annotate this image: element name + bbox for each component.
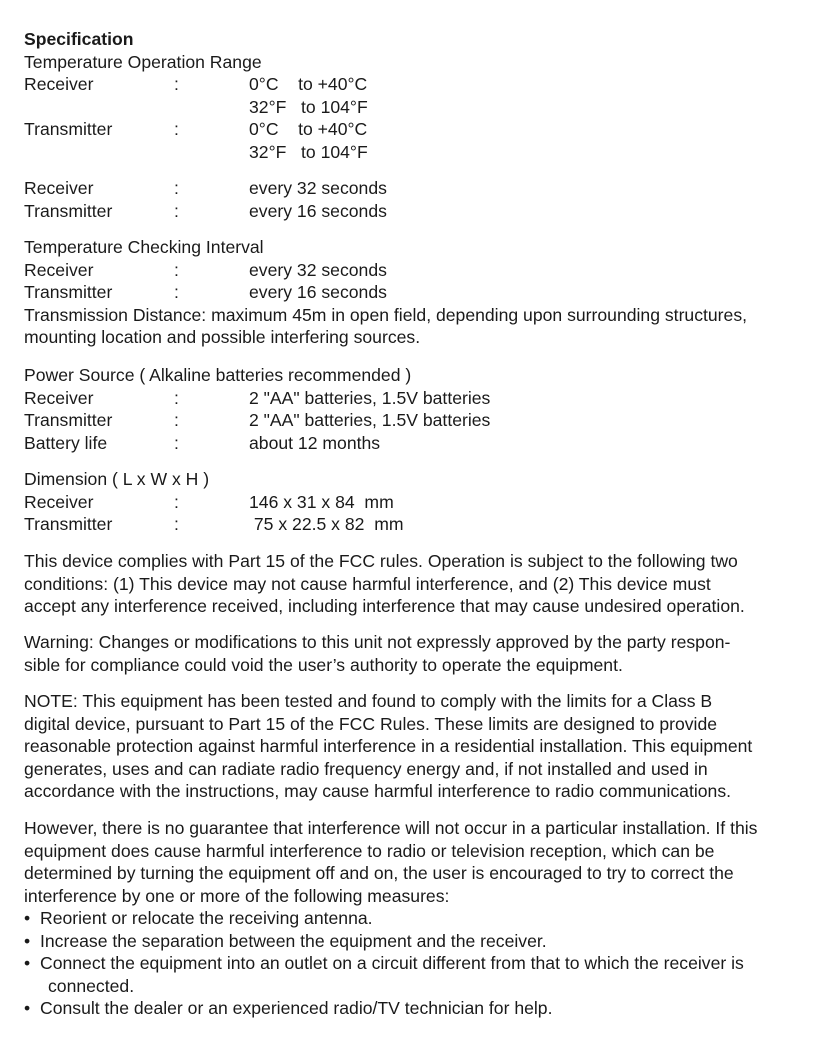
row-colon: :	[174, 410, 179, 430]
row-value: 0°C to +40°C	[249, 119, 368, 139]
spec-row	[24, 259, 747, 282]
power-section	[24, 364, 491, 454]
row-value: 32°F to 104°F	[249, 141, 368, 162]
row-label: Receiver	[24, 259, 94, 280]
row-label: Receiver	[24, 387, 94, 408]
row-label: Receiver	[24, 178, 94, 198]
row-label: Transmitter	[24, 200, 113, 221]
spec-row	[24, 513, 404, 536]
note-paragraph	[24, 690, 814, 803]
bullet-text: Connect the equipment into an outlet on a circuit different from that to which the receiver is	[40, 953, 744, 973]
paragraph-line: However, there is no guarantee that interference will not occur in a particular installation. If this	[24, 818, 758, 838]
row-value: 2 "AA" batteries, 1.5V batteries	[249, 410, 491, 430]
list-item	[24, 952, 814, 997]
spec-row	[24, 409, 491, 432]
row-value: every 32 seconds	[249, 259, 387, 280]
paragraph-line: generates, uses and can radiate radio frequency energy and, if not installed and used in	[24, 758, 708, 779]
row-label: Transmitter	[24, 514, 113, 534]
bullet-mark: •	[24, 908, 31, 928]
row-label: Receiver	[24, 74, 94, 94]
spec-row	[24, 432, 411, 455]
row-value: every 16 seconds	[249, 200, 387, 221]
row-colon: :	[174, 74, 179, 94]
row-colon: :	[174, 387, 179, 408]
row-colon: :	[174, 282, 179, 302]
fcc-paragraph	[24, 550, 814, 618]
spec-row	[24, 281, 747, 304]
paragraph-line: NOTE: This equipment has been tested and found to comply with the limits for a Class B	[24, 691, 713, 711]
row-value: 0°C to +40°C	[249, 74, 368, 94]
row-colon: :	[174, 491, 179, 512]
paragraph-line: Warning: Changes or modifications to this unit not expressly approved by the party respon-	[24, 632, 731, 652]
row-label: Receiver	[24, 491, 94, 512]
paragraph-line: accept any interference received, including interference that may cause undesired operation.	[24, 596, 745, 616]
row-value: every 16 seconds	[249, 282, 387, 302]
row-value: every 32 seconds	[249, 178, 387, 198]
row-label: Transmitter	[24, 410, 113, 430]
spec-row	[24, 491, 394, 514]
row-colon: :	[174, 178, 179, 198]
bullet-text: Reorient or relocate the receiving antenna.	[40, 908, 373, 928]
bullet-mark: •	[24, 998, 31, 1018]
row-label: Battery life	[24, 432, 108, 453]
spec-row	[24, 73, 368, 96]
paragraph-line: determined by turning the equipment off and on, the user is encouraged to try to correct the	[24, 863, 734, 883]
power-heading: Power Source ( Alkaline batteries recommended )	[24, 365, 412, 385]
row-label: Transmitter	[24, 119, 113, 139]
dimension-section	[24, 468, 404, 536]
spec-section	[24, 28, 368, 163]
list-item	[24, 997, 814, 1020]
row-colon: :	[174, 432, 179, 453]
list-item	[24, 907, 814, 930]
spec-row	[24, 96, 368, 119]
paragraph-line: accordance with the instructions, may cause harmful interference to radio communications.	[24, 781, 732, 801]
distance-line: Transmission Distance: maximum 45m in open field, depending upon surrounding structures,	[24, 304, 748, 325]
row-value: 32°F to 104°F	[249, 96, 368, 117]
spec-title: Specification	[24, 29, 134, 49]
row-colon: :	[174, 119, 179, 139]
spec-row	[24, 141, 368, 164]
paragraph-line: reasonable protection against harmful interference in a residential installation. This equipment	[24, 736, 753, 756]
bullet-text: Consult the dealer or an experienced radio/TV technician for help.	[40, 998, 553, 1018]
row-colon: :	[174, 259, 179, 280]
row-colon: :	[174, 514, 179, 534]
spec-row	[24, 387, 491, 410]
checking-heading: Temperature Checking Interval	[24, 237, 264, 257]
paragraph-line: digital device, pursuant to Part 15 of the FCC Rules. These limits are designed to provide	[24, 713, 718, 734]
row-value: 2 "AA" batteries, 1.5V batteries	[249, 387, 491, 408]
checking-section	[24, 236, 747, 349]
list-item	[24, 930, 814, 953]
row-value: 146 x 31 x 84 mm	[249, 491, 394, 512]
paragraph-line: interference by one or more of the following measures:	[24, 885, 450, 906]
paragraph-line: conditions: (1) This device may not cause harmful interference, and (2) This device must	[24, 573, 711, 594]
temp-range-heading: Temperature Operation Range	[24, 51, 262, 72]
spec-row	[24, 118, 368, 141]
bullet-continuation: connected.	[48, 975, 135, 996]
bullet-mark: •	[24, 953, 31, 973]
distance-line: mounting location and possible interfering sources.	[24, 327, 421, 347]
row-colon: :	[174, 200, 179, 221]
bullet-mark: •	[24, 930, 31, 951]
dimension-heading: Dimension ( L x W x H )	[24, 469, 210, 489]
however-paragraph	[24, 817, 814, 1020]
paragraph-line: equipment does cause harmful interference to radio or television reception, which can be	[24, 840, 715, 861]
row-value: about 12 months	[249, 432, 381, 453]
bullet-text: Increase the separation between the equipment and the receiver.	[40, 930, 547, 951]
warning-paragraph	[24, 631, 814, 676]
paragraph-line: sible for compliance could void the user’s authority to operate the equipment.	[24, 654, 623, 675]
row-label: Transmitter	[24, 282, 113, 302]
paragraph-line: This device complies with Part 15 of the FCC rules. Operation is subject to the following two	[24, 551, 738, 571]
row-value: 75 x 22.5 x 82 mm	[249, 514, 404, 534]
